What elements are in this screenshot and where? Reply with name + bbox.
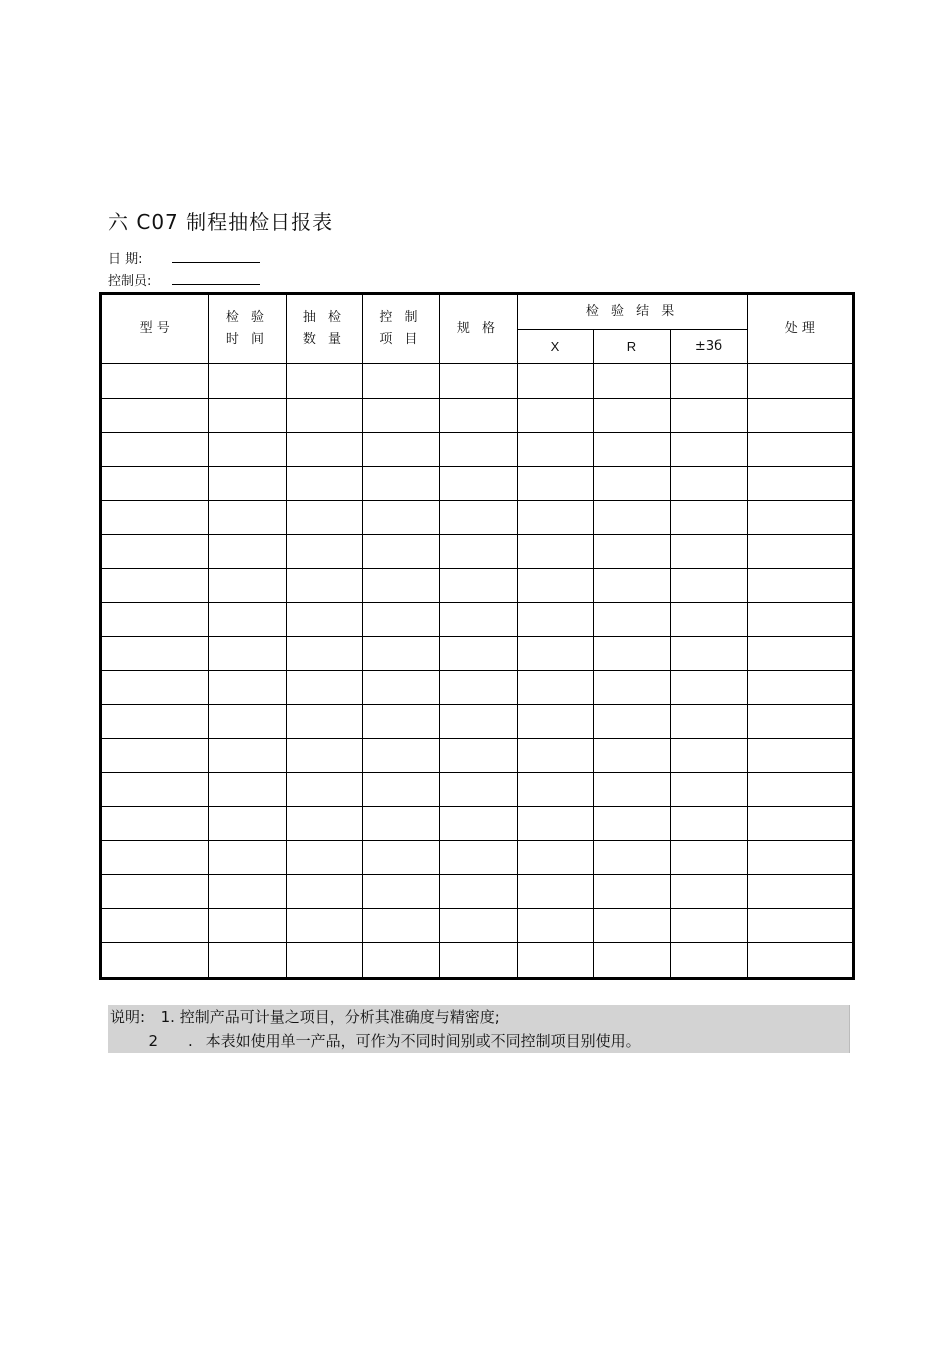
table-row — [102, 909, 852, 943]
table-cell[interactable] — [286, 909, 362, 943]
header-inspect-time — [208, 295, 286, 364]
controller-input-line[interactable] — [172, 284, 260, 285]
table-cell[interactable] — [593, 875, 670, 909]
table-cell[interactable] — [208, 841, 286, 875]
table-cell[interactable] — [593, 602, 670, 636]
table-row — [102, 500, 852, 534]
table-cell[interactable] — [102, 738, 208, 772]
table-cell[interactable] — [593, 943, 670, 977]
table-cell[interactable] — [517, 773, 593, 807]
table-cell[interactable] — [517, 568, 593, 602]
table-cell[interactable] — [362, 466, 439, 500]
page-title: 六 C07 制程抽检日报表 — [108, 210, 334, 234]
table-cell[interactable] — [670, 636, 747, 670]
table-cell[interactable] — [670, 364, 747, 398]
table-cell[interactable] — [102, 466, 208, 500]
header-control-item-line2: 项 目 — [379, 332, 422, 348]
table-cell[interactable] — [102, 568, 208, 602]
table-cell[interactable] — [362, 704, 439, 738]
table-cell[interactable] — [439, 602, 517, 636]
table-cell[interactable] — [593, 432, 670, 466]
table-cell[interactable] — [362, 534, 439, 568]
table-row — [102, 602, 852, 636]
note-1-text: 控制产品可计量之项目，分析其准确度与精密度; — [179, 1008, 500, 1026]
table-cell[interactable] — [286, 398, 362, 432]
table-row — [102, 670, 852, 704]
table-cell[interactable] — [286, 466, 362, 500]
table-cell[interactable] — [517, 909, 593, 943]
table-cell[interactable] — [670, 841, 747, 875]
table-cell[interactable] — [208, 807, 286, 841]
table-cell[interactable] — [208, 738, 286, 772]
table-cell[interactable] — [439, 704, 517, 738]
table-cell[interactable] — [286, 704, 362, 738]
table-cell[interactable] — [670, 398, 747, 432]
table-cell[interactable] — [362, 943, 439, 977]
table-cell[interactable] — [102, 636, 208, 670]
table-row — [102, 943, 852, 977]
table-cell[interactable] — [439, 909, 517, 943]
table-cell[interactable] — [439, 636, 517, 670]
table-cell[interactable] — [208, 432, 286, 466]
table-cell[interactable] — [747, 364, 852, 398]
date-input-line[interactable] — [172, 262, 260, 263]
table-cell[interactable] — [517, 738, 593, 772]
table-cell[interactable] — [286, 773, 362, 807]
header-model-label: 型 号 — [139, 321, 170, 337]
table-cell[interactable] — [593, 534, 670, 568]
table-cell[interactable] — [439, 738, 517, 772]
table-cell[interactable] — [208, 466, 286, 500]
table-cell[interactable] — [747, 568, 852, 602]
table-cell[interactable] — [747, 909, 852, 943]
header-sample-qty-line1: 抽 检 — [302, 310, 346, 326]
table-cell[interactable] — [208, 909, 286, 943]
table-cell[interactable] — [208, 602, 286, 636]
table-cell[interactable] — [593, 466, 670, 500]
table-cell[interactable] — [362, 807, 439, 841]
table-cell[interactable] — [747, 807, 852, 841]
table-cell[interactable] — [102, 534, 208, 568]
table-cell[interactable] — [286, 875, 362, 909]
table-row — [102, 568, 852, 602]
header-model — [102, 295, 208, 364]
table-row — [102, 738, 852, 772]
table-cell[interactable] — [517, 602, 593, 636]
table-cell[interactable] — [670, 432, 747, 466]
table-cell[interactable] — [439, 875, 517, 909]
table-cell[interactable] — [747, 534, 852, 568]
table-cell[interactable] — [517, 841, 593, 875]
table-cell[interactable] — [670, 568, 747, 602]
table-row — [102, 466, 852, 500]
table-cell[interactable] — [517, 432, 593, 466]
table-cell[interactable] — [102, 398, 208, 432]
table-cell[interactable] — [593, 500, 670, 534]
table-cell[interactable] — [439, 534, 517, 568]
table-cell[interactable] — [102, 500, 208, 534]
table-cell[interactable] — [593, 738, 670, 772]
table-cell[interactable] — [208, 670, 286, 704]
table-cell[interactable] — [593, 568, 670, 602]
table-cell[interactable] — [439, 943, 517, 977]
table-cell[interactable] — [517, 636, 593, 670]
table-row — [102, 636, 852, 670]
header-sample-qty-line2: 数 量 — [302, 332, 346, 348]
table-cell[interactable] — [362, 568, 439, 602]
header-inspect-time-line1: 检 验 — [225, 310, 269, 326]
table-cell[interactable] — [362, 841, 439, 875]
table-cell[interactable] — [439, 432, 517, 466]
table-cell[interactable] — [208, 875, 286, 909]
table-cell[interactable] — [670, 773, 747, 807]
table-cell[interactable] — [517, 875, 593, 909]
table-cell[interactable] — [747, 704, 852, 738]
note-2-number: 2 — [148, 1032, 158, 1050]
table-row — [102, 534, 852, 568]
table-cell[interactable] — [286, 841, 362, 875]
note-2 — [110, 1029, 641, 1053]
table-cell[interactable] — [747, 841, 852, 875]
table-cell[interactable] — [439, 670, 517, 704]
table-cell[interactable] — [286, 943, 362, 977]
table-cell[interactable] — [517, 670, 593, 704]
header-result-sigma: ±3б — [670, 329, 747, 363]
table-cell[interactable] — [362, 670, 439, 704]
table-cell[interactable] — [102, 670, 208, 704]
table-cell[interactable] — [286, 670, 362, 704]
table-cell[interactable] — [208, 364, 286, 398]
table-cell[interactable] — [670, 807, 747, 841]
table-cell[interactable] — [208, 398, 286, 432]
table-cell[interactable] — [362, 773, 439, 807]
controller-field — [108, 270, 172, 289]
table-cell[interactable] — [102, 841, 208, 875]
table-cell[interactable] — [208, 704, 286, 738]
header-spec-label: 规 格 — [456, 321, 500, 337]
header-result-r: R — [593, 329, 670, 363]
table-cell[interactable] — [286, 364, 362, 398]
table-cell[interactable] — [670, 943, 747, 977]
table-row — [102, 364, 852, 398]
table-cell[interactable] — [517, 364, 593, 398]
table-cell[interactable] — [439, 500, 517, 534]
table-cell[interactable] — [102, 602, 208, 636]
table-cell[interactable] — [286, 602, 362, 636]
table-cell[interactable] — [747, 466, 852, 500]
table-cell[interactable] — [670, 602, 747, 636]
table-row — [102, 398, 852, 432]
header-inspect-time-line2: 时 间 — [225, 332, 269, 348]
table-cell[interactable] — [286, 636, 362, 670]
table-cell[interactable] — [286, 738, 362, 772]
table-cell[interactable] — [102, 807, 208, 841]
notes-prefix: 说明: — [110, 1008, 146, 1026]
table-cell[interactable] — [670, 534, 747, 568]
table-cell[interactable] — [362, 875, 439, 909]
table-cell[interactable] — [593, 636, 670, 670]
table-cell[interactable] — [670, 500, 747, 534]
table-cell[interactable] — [286, 534, 362, 568]
table-cell[interactable] — [439, 364, 517, 398]
table-row — [102, 432, 852, 466]
table-cell[interactable] — [593, 841, 670, 875]
table-cell[interactable] — [747, 670, 852, 704]
table-cell[interactable] — [102, 909, 208, 943]
table-row — [102, 841, 852, 875]
table-cell[interactable] — [517, 398, 593, 432]
table-row — [102, 807, 852, 841]
date-label: 日 期: — [108, 252, 143, 267]
table-cell[interactable] — [362, 398, 439, 432]
table-cell[interactable] — [208, 943, 286, 977]
table-cell[interactable] — [517, 704, 593, 738]
table-cell[interactable] — [362, 909, 439, 943]
table-cell[interactable] — [439, 841, 517, 875]
table-cell[interactable] — [593, 670, 670, 704]
table-cell[interactable] — [670, 738, 747, 772]
table-cell[interactable] — [286, 807, 362, 841]
table-cell[interactable] — [747, 875, 852, 909]
table-cell[interactable] — [439, 773, 517, 807]
note-2-text: 本表如使用单一产品，可作为不同时间别或不同控制项目别使用。 — [205, 1032, 641, 1050]
header-handling — [747, 295, 852, 364]
table-cell[interactable] — [208, 500, 286, 534]
table-cell[interactable] — [670, 670, 747, 704]
inspection-table — [102, 295, 852, 977]
table-cell[interactable] — [747, 738, 852, 772]
header-sample-qty — [286, 295, 362, 364]
table-cell[interactable] — [747, 602, 852, 636]
table-cell[interactable] — [747, 500, 852, 534]
table-cell[interactable] — [286, 500, 362, 534]
table-cell[interactable] — [439, 568, 517, 602]
table-cell[interactable] — [593, 398, 670, 432]
table-cell[interactable] — [102, 875, 208, 909]
header-spec — [439, 295, 517, 364]
header-control-item-line1: 控 制 — [379, 310, 422, 326]
table-cell[interactable] — [593, 773, 670, 807]
table-cell[interactable] — [208, 773, 286, 807]
table-cell[interactable] — [747, 943, 852, 977]
table-cell[interactable] — [362, 738, 439, 772]
table-cell[interactable] — [102, 773, 208, 807]
table-cell[interactable] — [362, 602, 439, 636]
table-cell[interactable] — [670, 466, 747, 500]
table-cell[interactable] — [670, 704, 747, 738]
table-cell[interactable] — [439, 466, 517, 500]
table-cell[interactable] — [593, 807, 670, 841]
table-cell[interactable] — [286, 568, 362, 602]
note-1-number: 1. — [160, 1008, 175, 1026]
table-cell[interactable] — [747, 398, 852, 432]
table-cell[interactable] — [102, 704, 208, 738]
table-cell[interactable] — [362, 432, 439, 466]
header-result-x: X — [517, 329, 593, 363]
note-2-dot: . — [188, 1032, 193, 1050]
table-cell[interactable] — [439, 807, 517, 841]
notes-box — [108, 1005, 850, 1053]
table-cell[interactable] — [670, 909, 747, 943]
table-cell[interactable] — [286, 432, 362, 466]
table-cell[interactable] — [102, 364, 208, 398]
controller-label: 控制员: — [108, 274, 152, 289]
table-cell[interactable] — [517, 500, 593, 534]
table-row — [102, 875, 852, 909]
table-cell[interactable] — [747, 432, 852, 466]
table-cell[interactable] — [517, 534, 593, 568]
table-cell[interactable] — [439, 398, 517, 432]
date-field — [108, 248, 172, 267]
table-cell[interactable] — [593, 704, 670, 738]
table-cell[interactable] — [593, 909, 670, 943]
inspection-table-frame — [99, 292, 855, 980]
table-cell[interactable] — [517, 807, 593, 841]
table-cell[interactable] — [208, 568, 286, 602]
table-cell[interactable] — [362, 636, 439, 670]
table-cell[interactable] — [102, 943, 208, 977]
table-cell[interactable] — [747, 773, 852, 807]
table-cell[interactable] — [670, 875, 747, 909]
table-cell[interactable] — [362, 364, 439, 398]
header-result-group — [517, 295, 747, 329]
table-cell[interactable] — [593, 364, 670, 398]
table-cell[interactable] — [102, 432, 208, 466]
table-cell[interactable] — [517, 943, 593, 977]
note-1 — [110, 1005, 500, 1029]
header-result-group-label: 检 验 结 果 — [585, 303, 679, 319]
table-cell[interactable] — [517, 466, 593, 500]
table-cell[interactable] — [362, 500, 439, 534]
table-row — [102, 704, 852, 738]
table-cell[interactable] — [208, 636, 286, 670]
table-cell[interactable] — [208, 534, 286, 568]
table-cell[interactable] — [747, 636, 852, 670]
header-control-item — [362, 295, 439, 364]
header-handling-label: 处 理 — [784, 321, 815, 337]
table-row — [102, 773, 852, 807]
